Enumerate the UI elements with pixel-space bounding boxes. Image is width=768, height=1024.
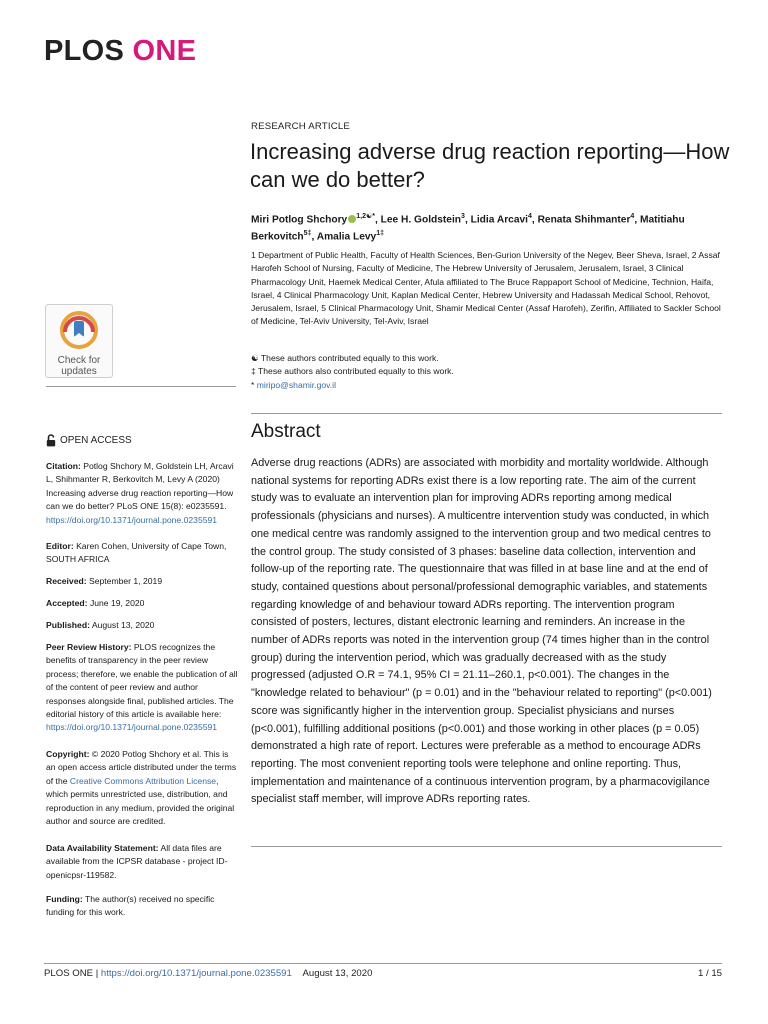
check-updates-icon [59,310,99,350]
funding-label: Funding: [46,894,83,904]
data-availability-label: Data Availability Statement: [46,843,159,853]
open-lock-icon [46,434,56,447]
peer-review-label: Peer Review History: [46,642,132,652]
note-equal: ☯ These authors contributed equally to this work. [251,353,439,363]
peer-review-block [46,641,238,735]
affiliations: 1 Department of Public Health, Faculty of Health Sciences, Ben-Gurion University of the Negev, Beer Sheva, Israel, 2 Assaf Harofeh School of Nursing, Faculty of Medicine, The Hebrew University of Jerusalem, Jerusalem, Israel, 3 Clinical Pharmacology Unit, Haemek Medical Center, Afula affiliated to The Bruce Rappaport School of Medicine, Technion, Haifa, Israel, 4 Clinical Pharmacology Unit, Kaplan Medical Center, Hebrew University and Hadassah Medical School, Rehovot, Jerusalem, Israel, 5 Clinical Pharmacology Unit, Shamir Medical Center (Assaf Harofeh), Zerifin, Affiliated to Sackler School of Medicine, Tel-Aviv University, Tel-Aviv, Israel [251,250,721,327]
citation-block [46,460,238,527]
author-sup: 3 [461,213,465,220]
data-availability-text: All data files are available from the ICPSR database - project ID-openicpsr-119582. [46,843,228,880]
footer-doi-link[interactable]: https://doi.org/10.1371/journal.pone.0235591 [100,968,292,979]
sidebar-divider [46,386,236,387]
citation-label: Citation: [46,461,81,471]
open-access-text: OPEN ACCESS [60,435,132,446]
footer-divider [44,963,722,964]
published-block [46,619,238,632]
peer-review-text: PLOS recognizes the benefits of transparency in the peer review process; therefore, we enable the publication of all of the content of peer review and author responses alongside final, published articles. The editorial history of this article is available here: [46,642,238,720]
editor-block [46,540,238,567]
footer-date: August 13, 2020 [302,968,373,979]
author-name[interactable]: Matitiahu Berkovitch [251,214,685,243]
published-label: Published: [46,620,90,630]
author-sup: 1,2☯* [356,213,375,220]
received-text: September 1, 2019 [89,576,163,586]
logo-one: ONE [132,35,197,67]
accepted-text: June 19, 2020 [89,598,145,608]
abstract-heading: Abstract [251,421,321,442]
badge-line1: Check for [57,355,101,366]
editor-text: Karen Cohen, University of Cape Town, SOUTH AFRICA [46,541,227,565]
accepted-label: Accepted: [46,598,88,608]
note-star: * [251,379,255,390]
badge-line2: updates [61,366,97,377]
author-name[interactable]: Lidia Arcavi [470,214,528,226]
author-sup: 4 [630,213,635,220]
page-number: 1 / 15 [697,968,722,979]
abstract-text: Adverse drug reactions (ADRs) are associated with morbidity and mortality worldwide. Although national systems for reporting ADRs exist there is a low reporting rate. The aim of the current study was to evaluate an intervention plan for improving ADRs reporting among medical professionals (physicians and nurses). A multicentre intervention study was conducted, in which one medical centre was randomly assigned to the intervention group and two medical centres to the control group. The study consisted of 3 phases: baseline data collection, intervention and follow-up of the reporting rate. The questionnaire that was filled in at base line and at the end of study, contained questions about personal/professional demographic variables, and statements regarding knowledge of and behaviour toward ADRs reporting. The intervention program consisted of posters, lectures, distant electronic learning and reminders. An increase in the number of ADRs reports was noted in the intervention group (74 times higher than in the control group) during the intervention period, which was gradually decreased with as the study progressed (adjusted O.R = 74.1, 95% CI = 21.11–260.1, p<0.001). The changes in the "knowledge related to behaviour" (p = 0.01) and in the "behaviour related to reporting" (p<0.001) score was significantly higher in the intervention group. Specialist physicians and nurses (p<0.001), fulfilling additional positions (p<0.001) and those working in other places (p = 0.05) demonstrated a high rate of report. Lectures were preferable as a method to encourage ADRs reporting. The most convenient reporting tools were telephone and online reporting. Thus, implementation and maintenance of a continuous intervention program, by a pharmacovigilance specialist staff member, will improve ADRs reporting rates. [251,457,712,806]
article-type: RESEARCH ARTICLE [251,121,350,132]
copyright-text-end: , which permits unrestricted use, distribution, and reproduction in any medium, provided the original author and source are credited. [46,775,235,827]
author-sup: 4 [527,213,532,220]
copyright-block [46,748,238,828]
citation-doi-link[interactable]: https://doi.org/10.1371/journal.pone.0235591 [46,514,218,525]
main-divider [251,413,722,414]
author-name[interactable]: Miri Potlog Shchory [251,214,348,226]
article-title: Increasing adverse drug reaction reporting—How can we do better? [250,139,730,192]
page-footer [44,968,372,979]
copyright-label: Copyright: [46,749,90,759]
received-label: Received: [46,576,87,586]
author-name[interactable]: Lee H. Goldstein [380,214,462,226]
peer-review-link[interactable]: https://doi.org/10.1371/journal.pone.0235591 [46,722,218,733]
funding-block [46,893,238,920]
journal-logo[interactable] [44,35,196,68]
accepted-block [46,597,238,610]
author-sup: 1‡ [376,230,385,238]
author-name[interactable]: Amalia Levy [316,231,377,243]
abstract-divider [251,846,722,847]
check-for-updates-badge[interactable] [45,304,113,378]
note-email [251,379,721,392]
logo-plos: PLOS [44,35,125,67]
open-access-label [46,434,132,447]
footer-journal: PLOS ONE | [44,968,99,979]
data-availability-block [46,842,238,882]
author-name[interactable]: Renata Shihmanter [537,214,631,226]
citation-text: Potlog Shchory M, Goldstein LH, Arcavi L, Shihmanter R, Berkovitch M, Levy A (2020) Increasing adverse drug reaction reporting—How can we do better? PLoS ONE 15(8): e0235591. [46,461,234,512]
corresponding-email-link[interactable]: miripo@shamir.gov.il [256,379,336,390]
copyright-text: © 2020 Potlog Shchory et al. This is an open access article distributed under the terms of the [46,749,237,786]
received-block [46,575,238,588]
published-text: August 13, 2020 [91,620,155,630]
cc-license-link[interactable]: Creative Commons Attribution License [69,775,217,786]
author-sup: 5‡ [303,230,312,238]
note-also: ‡ These authors also contributed equally to this work. [251,366,454,377]
funding-text: The author(s) received no specific funding for this work. [46,894,215,918]
author-notes [251,352,721,392]
author-list: Miri Potlog Shchory $^{1,2☯*}$, Lee H. Goldstein$^3$, Lidia Arcavi$^4$, Renata Shihmanter$^4$, Matitiahu Berkovitch$^{5\ddagger}$, Amalia Levy$^{1\ddagger}$ [251,213,685,243]
editor-label: Editor: [46,541,74,551]
